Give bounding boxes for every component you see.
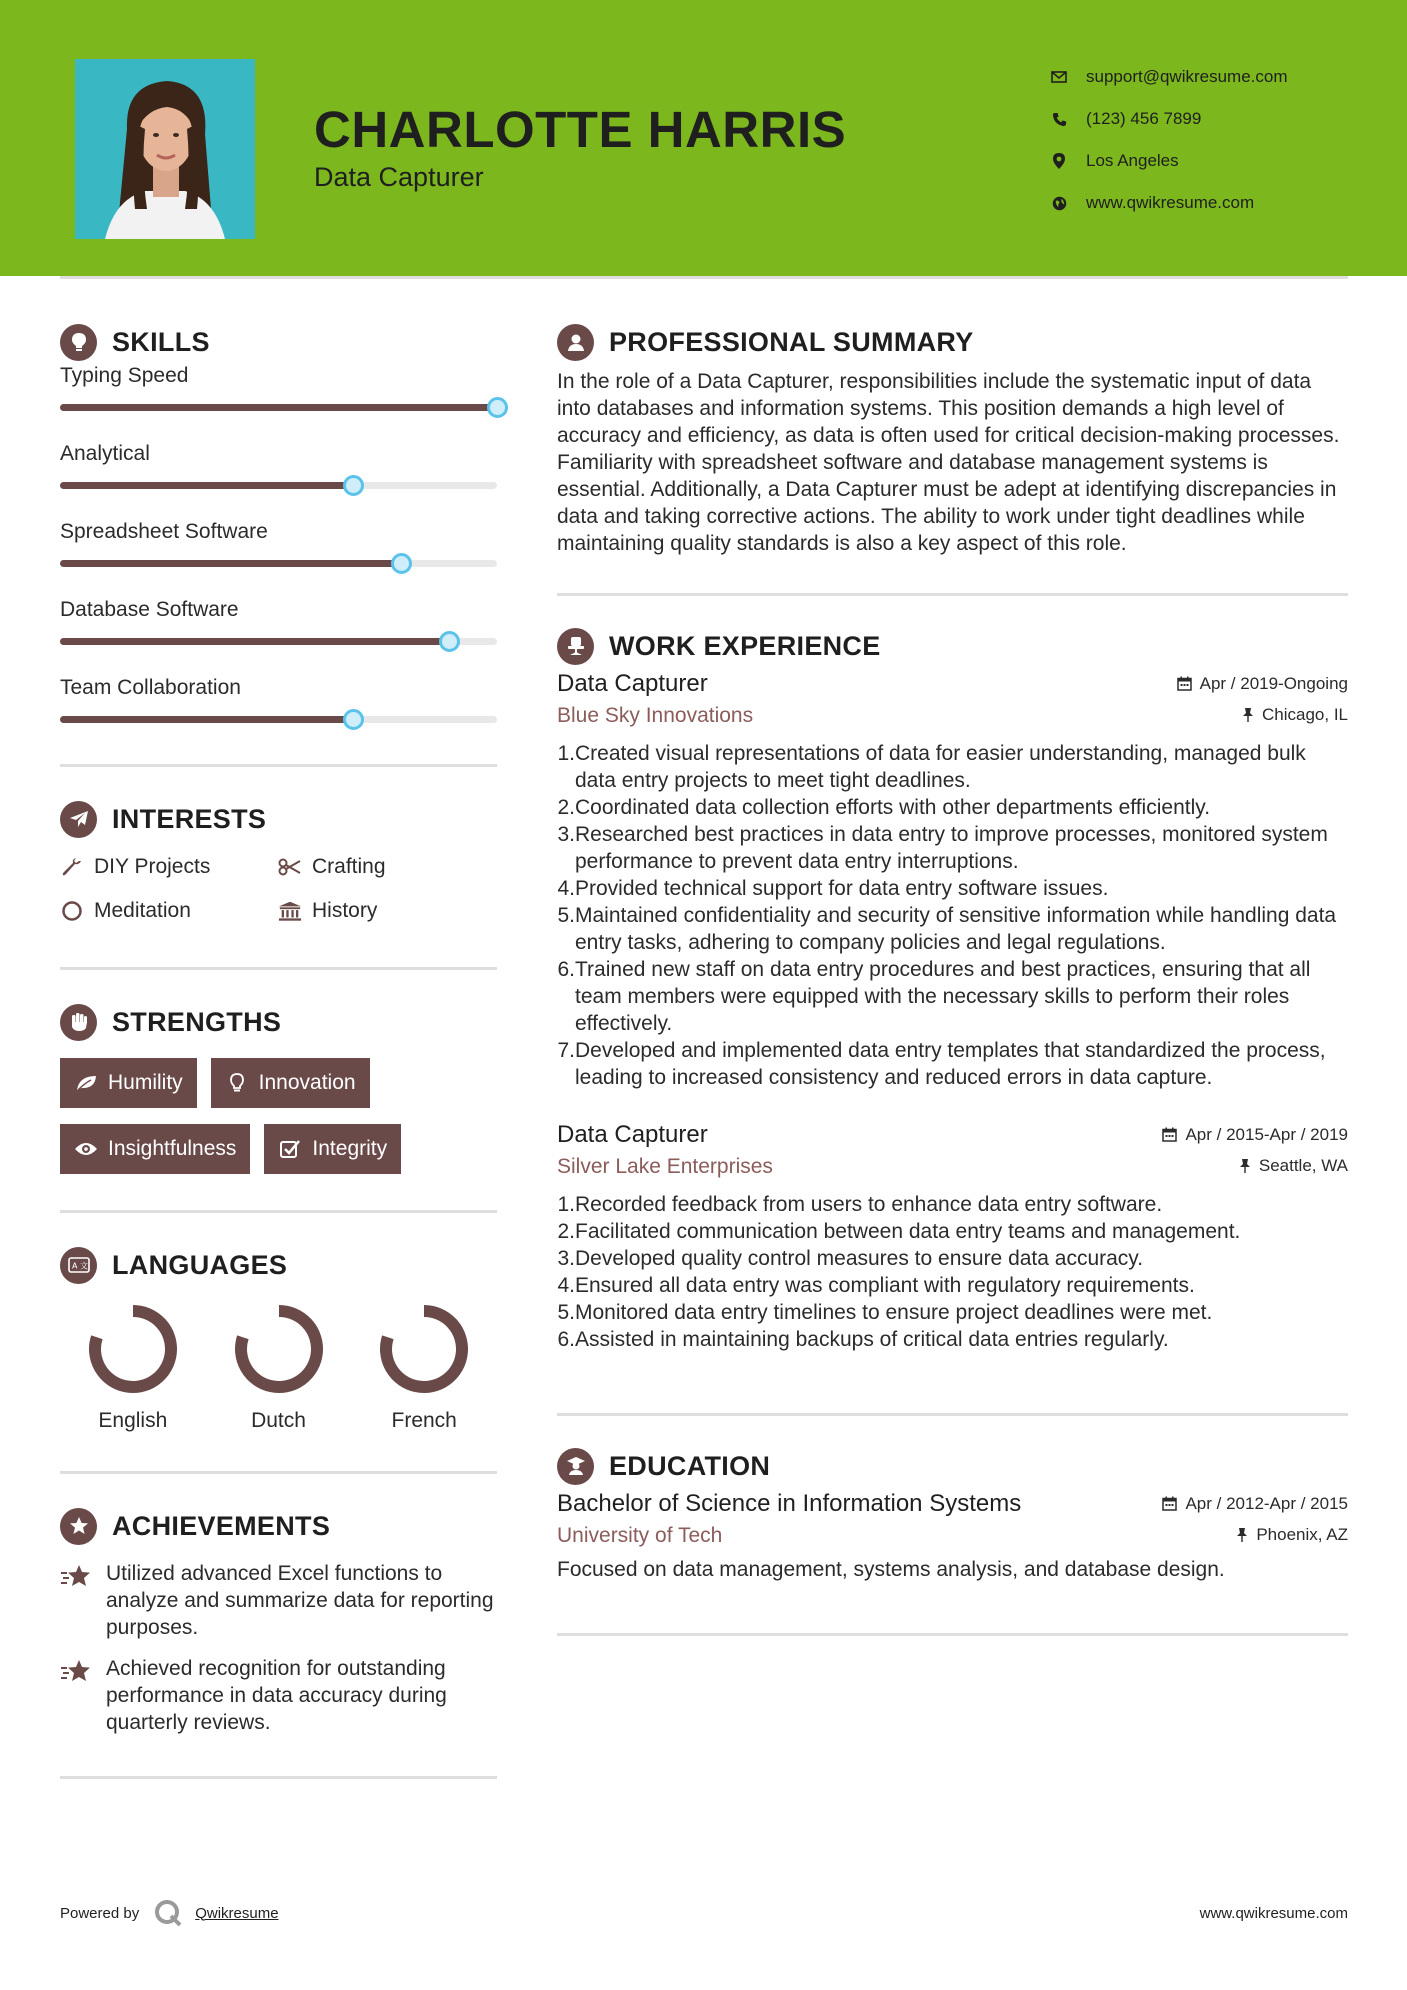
museum-icon [278, 899, 302, 923]
strength-label: Insightfulness [108, 1137, 237, 1160]
section-divider [60, 1210, 497, 1213]
duty-text: Provided technical support for data entry software issues. [575, 877, 1109, 900]
skill-bar-track [60, 482, 497, 489]
job-entry [557, 670, 1348, 1091]
star-icon [60, 1655, 92, 1736]
language-label: Dutch [251, 1409, 306, 1432]
duty-number: 2. [557, 796, 575, 819]
skill-level-knob [487, 397, 508, 418]
interest-item [60, 895, 278, 927]
duty-number: 5. [557, 904, 575, 927]
duty-text: Assisted in maintaining backups of critical data entries regularly. [575, 1328, 1169, 1351]
achievements-heading [60, 1502, 497, 1550]
strength-tag [60, 1058, 197, 1108]
duty-text: Monitored data entry timelines to ensure project deadlines were met. [575, 1301, 1213, 1324]
job-duty [557, 1191, 1348, 1218]
skill-label: Team Collaboration [60, 676, 241, 699]
strengths-list [60, 1058, 497, 1174]
candidate-name: CHARLOTTE HARRIS [314, 101, 847, 158]
paper-plane-icon [60, 801, 97, 838]
language-item [60, 1303, 206, 1433]
section-divider [557, 1633, 1348, 1636]
interest-label: Meditation [94, 899, 191, 922]
job-duty [557, 1326, 1348, 1353]
skill-level-knob [343, 475, 364, 496]
language-level-arc [241, 1311, 317, 1387]
summary-heading [557, 318, 1348, 366]
language-level-ring [87, 1303, 179, 1395]
skill-bar-track [60, 404, 497, 411]
contact-website[interactable] [1050, 182, 1380, 224]
right-column [557, 318, 1348, 1636]
skill-bar-fill [60, 560, 401, 567]
calendar-icon [1162, 1496, 1177, 1511]
strength-label: Integrity [312, 1137, 388, 1160]
pushpin-icon [1242, 707, 1254, 722]
skill-bar-fill [60, 404, 497, 411]
duty-number: 4. [557, 877, 575, 900]
experience-title: WORK EXPERIENCE [609, 630, 881, 661]
section-divider [60, 1471, 497, 1474]
skill-item [60, 518, 497, 594]
education-location [1236, 1525, 1348, 1545]
header-divider [60, 276, 1348, 279]
job-dates [1162, 1125, 1348, 1145]
contact-phone-text: (123) 456 7899 [1086, 109, 1202, 128]
job-duty [557, 956, 1348, 1037]
languages-title: LANGUAGES [112, 1249, 288, 1280]
achievement-item [60, 1560, 497, 1641]
lightbulb-icon [60, 324, 97, 361]
section-divider [557, 1413, 1348, 1416]
interest-item [278, 895, 496, 927]
skill-item [60, 596, 497, 672]
job-duty [557, 1218, 1348, 1245]
job-duty [557, 902, 1348, 956]
pushpin-icon [1239, 1158, 1251, 1173]
job-duty [557, 875, 1348, 902]
education-dates-text: Apr / 2012-Apr / 2015 [1185, 1493, 1348, 1513]
star-badge-icon [60, 1508, 97, 1545]
duty-number: 6. [557, 958, 575, 981]
contact-list [1050, 56, 1380, 224]
education-entry [557, 1490, 1348, 1583]
job-dates [1177, 674, 1348, 694]
job-duty [557, 1245, 1348, 1272]
duty-text: Developed quality control measures to ensure data accuracy. [575, 1247, 1144, 1270]
profile-photo [75, 59, 255, 239]
company-name: Silver Lake Enterprises [557, 1155, 773, 1178]
powered-by-text: Powered by [60, 1904, 140, 1922]
strengths-heading [60, 998, 497, 1046]
section-divider [60, 967, 497, 970]
envelope-icon [1050, 68, 1068, 86]
skill-item [60, 440, 497, 516]
job-duty [557, 1037, 1348, 1091]
interest-label: Crafting [312, 855, 386, 878]
languages-list [60, 1303, 497, 1433]
skill-label: Spreadsheet Software [60, 520, 268, 543]
skill-label: Typing Speed [60, 364, 189, 387]
qwikresume-logo-icon [153, 1898, 183, 1928]
job-duty [557, 1272, 1348, 1299]
duty-text: Coordinated data collection efforts with other departments efficiently. [575, 796, 1211, 819]
footer [60, 1898, 1348, 1928]
interest-item [60, 851, 278, 883]
calendar-icon [1162, 1127, 1177, 1142]
job-duty [557, 821, 1348, 875]
footer-url[interactable]: www.qwikresume.com [1199, 1904, 1348, 1922]
strength-tag [211, 1058, 370, 1108]
skills-list [60, 362, 497, 750]
footer-brand-link[interactable]: Qwikresume [195, 1904, 279, 1922]
language-icon [60, 1247, 97, 1284]
skills-title: SKILLS [112, 326, 210, 357]
language-item [351, 1303, 497, 1433]
language-item [206, 1303, 352, 1433]
jobs-list [557, 670, 1348, 1353]
duty-number: 3. [557, 1247, 575, 1270]
office-chair-icon [557, 628, 594, 665]
section-divider [60, 1776, 497, 1779]
language-level-ring [233, 1303, 325, 1395]
summary-text: In the role of a Data Capturer, responsibilities include the systematic input of data into databases and information systems. This position demands a high level of accuracy and efficiency, as data is often used for critical decision-making processes. Familiarity with spreadsheet software and database management systems is essential. Additionally, a Data Capturer must be adept at identifying discrepancies in data and taking corrective actions. The ability to work under tight deadlines while maintaining quality standards is also a key aspect of this role. [557, 370, 1340, 555]
interests-list [60, 851, 497, 927]
strength-tag [264, 1124, 401, 1174]
experience-heading [557, 622, 1348, 670]
duty-number: 3. [557, 823, 575, 846]
job-duty [557, 1299, 1348, 1326]
interest-label: DIY Projects [94, 855, 211, 878]
interests-heading [60, 795, 497, 843]
language-level-arc [386, 1311, 462, 1387]
job-location [1242, 705, 1348, 725]
phone-icon [1050, 110, 1068, 128]
languages-heading [60, 1241, 497, 1289]
candidate-title: Data Capturer [314, 162, 484, 192]
job-location-text: Chicago, IL [1262, 704, 1348, 724]
skill-label: Database Software [60, 598, 239, 621]
job-location-text: Seattle, WA [1258, 1155, 1348, 1175]
degree-title: Bachelor of Science in Information Systems [557, 1490, 1022, 1517]
skill-level-knob [439, 631, 460, 652]
contact-website-text: www.qwikresume.com [1086, 193, 1255, 212]
interest-label: History [312, 899, 378, 922]
interest-item [278, 851, 496, 883]
contact-location-text: Los Angeles [1086, 151, 1179, 170]
education-title: EDUCATION [609, 1450, 771, 1481]
header-banner [0, 0, 1407, 276]
section-divider [60, 764, 497, 767]
duty-text: Developed and implemented data entry templates that standardized the process, leading to increased consistency and reduced errors in data capture. [575, 1039, 1326, 1089]
interests-title: INTERESTS [112, 803, 267, 834]
duty-number: 2. [557, 1220, 575, 1243]
footer-branding [60, 1898, 279, 1928]
education-heading [557, 1442, 1348, 1490]
duty-text: Recorded feedback from users to enhance data entry software. [575, 1193, 1163, 1216]
achievement-text: Achieved recognition for outstanding performance in data accuracy during quarterly reviews. [106, 1657, 447, 1734]
job-duties-list [557, 740, 1348, 1091]
skill-bar-fill [60, 482, 353, 489]
duty-number: 1. [557, 1193, 575, 1216]
language-level-ring [378, 1303, 470, 1395]
scissors-icon [278, 855, 302, 879]
contact-phone[interactable] [1050, 98, 1380, 140]
job-title: Data Capturer [557, 1121, 708, 1148]
achievement-item [60, 1655, 497, 1736]
summary-title: PROFESSIONAL SUMMARY [609, 326, 974, 357]
lightbulb-icon [225, 1071, 249, 1095]
duty-number: 6. [557, 1328, 575, 1351]
circle-icon [60, 899, 84, 923]
skill-level-knob [343, 709, 364, 730]
job-entry [557, 1121, 1348, 1353]
globe-icon [1050, 194, 1068, 212]
user-icon [557, 324, 594, 361]
skill-bar-fill [60, 638, 449, 645]
strength-label: Innovation [258, 1071, 356, 1094]
duty-number: 4. [557, 1274, 575, 1297]
contact-email-text: support@qwikresume.com [1086, 67, 1288, 86]
wrench-icon [60, 855, 84, 879]
calendar-icon [1177, 676, 1192, 691]
company-name: Blue Sky Innovations [557, 704, 754, 727]
section-divider [557, 593, 1348, 596]
duty-text: Maintained confidentiality and security of sensitive information while handling data entry tasks, adhering to company policies and legal regulations. [575, 904, 1337, 954]
star-icon [60, 1560, 92, 1641]
map-pin-icon [1050, 152, 1068, 170]
check-square-icon [278, 1137, 302, 1161]
skill-bar-track [60, 560, 497, 567]
duty-text: Ensured all data entry was compliant with regulatory requirements. [575, 1274, 1195, 1297]
leaf-icon [74, 1071, 98, 1095]
duty-text: Trained new staff on data entry procedures and best practices, ensuring that all team members were equipped with the necessary skills to perform their roles effectively. [575, 958, 1311, 1035]
duty-text: Facilitated communication between data entry teams and management. [575, 1220, 1241, 1243]
skill-level-knob [391, 553, 412, 574]
education-location-text: Phoenix, AZ [1256, 1524, 1348, 1544]
skill-item [60, 362, 497, 438]
duty-text: Researched best practices in data entry to improve processes, monitored system performance to prevent data entry interruptions. [575, 823, 1328, 873]
strength-label: Humility [108, 1071, 183, 1094]
achievement-text: Utilized advanced Excel functions to analyze and summarize data for reporting purposes. [106, 1562, 494, 1639]
contact-location [1050, 140, 1380, 182]
job-dates-text: Apr / 2019-Ongoing [1199, 673, 1348, 693]
fist-icon [60, 1004, 97, 1041]
language-level-arc [95, 1311, 171, 1387]
job-duties-list [557, 1191, 1348, 1353]
skill-item [60, 674, 497, 750]
language-label: English [98, 1409, 168, 1432]
strengths-title: STRENGTHS [112, 1006, 282, 1037]
skills-heading [60, 318, 497, 366]
job-title: Data Capturer [557, 670, 708, 697]
skill-bar-track [60, 638, 497, 645]
pushpin-icon [1236, 1527, 1248, 1542]
eye-icon [74, 1137, 98, 1161]
duty-number: 1. [557, 742, 575, 765]
education-description: Focused on data management, systems analysis, and database design. [557, 1558, 1225, 1581]
duty-number: 7. [557, 1039, 575, 1062]
achievements-list [60, 1560, 497, 1736]
graduate-icon [557, 1448, 594, 1485]
strength-tag [60, 1124, 250, 1174]
job-duty [557, 794, 1348, 821]
achievements-title: ACHIEVEMENTS [112, 1510, 331, 1541]
svg-text:文: 文 [79, 1261, 88, 1271]
job-dates-text: Apr / 2015-Apr / 2019 [1185, 1124, 1348, 1144]
left-column [60, 318, 497, 1779]
education-dates [1162, 1494, 1348, 1514]
duty-number: 5. [557, 1301, 575, 1324]
skill-bar-fill [60, 716, 353, 723]
language-label: French [391, 1409, 457, 1432]
job-location [1239, 1156, 1348, 1176]
skill-label: Analytical [60, 442, 150, 465]
job-duty [557, 740, 1348, 794]
skill-bar-track [60, 716, 497, 723]
school-name: University of Tech [557, 1524, 723, 1547]
duty-text: Created visual representations of data for easier understanding, managed bulk data entry projects to meet tight deadlines. [575, 742, 1306, 792]
contact-email[interactable] [1050, 56, 1380, 98]
svg-text:A: A [71, 1261, 77, 1271]
